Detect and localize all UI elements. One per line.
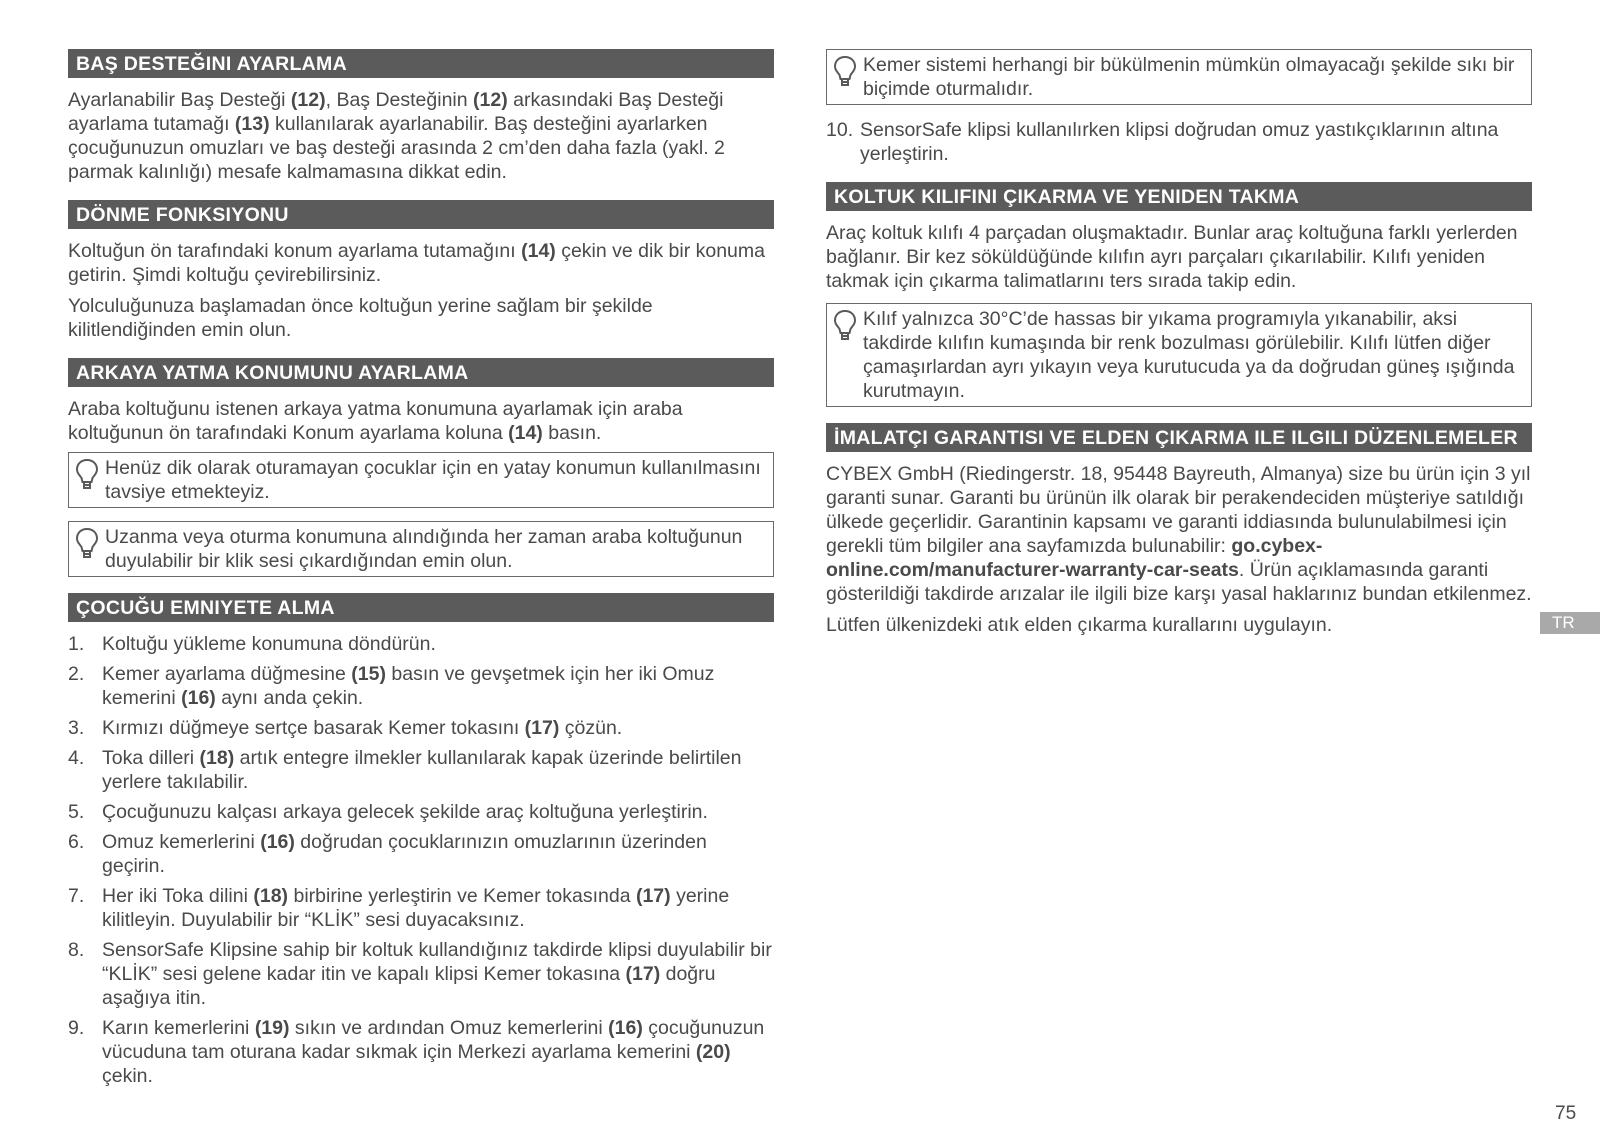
list-item: 9. Karın kemerlerini (19) sıkın ve ardından Omuz kemerlerini (16) çocuğunuzun vücuduna tam oturana kadar sıkmak için Merkezi ayarlama kemerini (20) çekin. (68, 1017, 765, 1087)
lightbulb-icon (75, 527, 99, 561)
section-securing (68, 593, 774, 1088)
steps-list (68, 632, 774, 1088)
note-text: Kılıf yalnızca 30°C’de hassas bir yıkama programıyla yıkanabilir, aksi takdirde kılıfın kumaşında bir renk bozulması görülebilir. Kılıfı lütfen diğer çamaşırlardan ayrı yıkayın veya kurutucuda ya da doğrudan güneş ışığında kurutmayın. (863, 308, 1515, 402)
page-number: 75 (1555, 1103, 1577, 1124)
paragraph: Araç koltuk kılıfı 4 parçadan oluşmaktadır. Bunlar araç koltuğuna farklı yerlerden bağlanır. Bir kez söküldüğünde kılıfın ayrı parçaları çıkarılabilir. Kılıfı yeniden takmak için çıkarma talimatlarını ters sırada takip edin. (826, 222, 1518, 292)
note-text: Uzanma veya oturma konumuna alındığında her zaman araba koltuğunun duyulabilir bir klik sesi çıkardığından emin olun. (105, 526, 743, 572)
paragraph: CYBEX GmbH (Riedingerstr. 18, 95448 Bayreuth, Almanya) size bu ürün için 3 yıl garanti sunar. Garanti bu ürünün ilk olarak bir perakendeciden müşteriye satıldığı ülkede geçerlidir. Garantinin kapsamı ve garanti iddiasında bulunulabilmesi için gerekli tüm bilgiler ana sayfamızda bulunabilir: go.cybex-online.com/manufacturer-warranty-car-seats. Ürün açıklamasında garanti gösterildiği takdirde arızalar ile ilgili bize karşı yasal haklarınız bundan etkilenmez. (826, 463, 1532, 605)
paragraph: Ayarlanabilir Baş Desteği (12), Baş Desteğinin (12) arkasındaki Baş Desteği ayarlama tutamağı (13) kullanılarak ayarlanabilir. Baş desteğini ayarlarken çocuğunuzun omuzları ve baş desteği arasında 2 cm’den daha fazla (yakl. 2 parmak kalınlığı) mesafe kalmamasına dikkat edin. (68, 89, 725, 183)
warranty-link[interactable]: go.cybex-online.com/manufacturer-warranty-car-seats (826, 535, 1323, 581)
section-heading: ÇOCUĞU EMNIYETE ALMA (68, 593, 774, 622)
section-heading: DÖNME FONKSIYONU (68, 200, 774, 229)
section-heading: BAŞ DESTEĞINI AYARLAMA (68, 49, 774, 78)
note-box (68, 521, 774, 577)
list-item: 3. Kırmızı düğmeye sertçe basarak Kemer tokasını (17) çözün. (68, 717, 623, 739)
right-column (826, 49, 1532, 653)
left-column (68, 49, 774, 1104)
lightbulb-icon (75, 458, 99, 492)
list-item: 5. Çocuğunuzu kalçası arkaya gelecek şekilde araç koltuğuna yerleştirin. (68, 801, 708, 823)
steps-list-continued (826, 118, 1532, 166)
paragraph: Lütfen ülkenizdeki atık elden çıkarma kurallarını uygulayın. (826, 614, 1333, 636)
section-heading: İMALATÇI GARANTISI VE ELDEN ÇIKARMA ILE ILGILI DÜZENLEMELER (826, 423, 1532, 452)
list-item: 1. Koltuğu yükleme konumuna döndürün. (68, 633, 436, 655)
list-item: 4. Toka dilleri (18) artık entegre ilmekler kullanılarak kapak üzerinde belirtilen yerlere takılabilir. (68, 747, 742, 793)
language-tab: TR (1540, 612, 1600, 634)
list-item: 6. Omuz kemerlerini (16) doğrudan çocuklarınızın omuzlarının üzerinden geçirin. (68, 831, 707, 877)
list-item: 2. Kemer ayarlama düğmesine (15) basın ve gevşetmek için her iki Omuz kemerini (16) aynı anda çekin. (68, 663, 715, 709)
paragraph: Koltuğun ön tarafındaki konum ayarlama tutamağını (14) çekin ve dik bir konuma getirin. Şimdi koltuğu çevirebilirsiniz. (68, 240, 765, 286)
section-cover (826, 182, 1532, 407)
lightbulb-icon (833, 309, 857, 343)
list-item: 7. Her iki Toka dilini (18) birbirine yerleştirin ve Kemer tokasında (17) yerine kilitleyin. Duyulabilir bir “KLİK” sesi duyacaksınız. (68, 885, 730, 931)
list-item: 10. SensorSafe klipsi kullanılırken klipsi doğrudan omuz yastıkçıklarının altına yerleştirin. (826, 119, 1499, 165)
paragraph: Yolculuğunuza başlamadan önce koltuğun yerine sağlam bir şekilde kilitlendiğinden emin olun. (68, 295, 653, 341)
section-rotation (68, 200, 774, 342)
section-recline (68, 358, 774, 577)
note-box (68, 452, 774, 508)
section-headrest (68, 49, 774, 184)
paragraph: Araba koltuğunu istenen arkaya yatma konumuna ayarlamak için araba koltuğunun ön tarafındaki Konum ayarlama koluna (14) basın. (68, 398, 683, 444)
section-heading: ARKAYA YATMA KONUMUNU AYARLAMA (68, 358, 774, 387)
section-warranty (826, 423, 1532, 637)
note-text: Henüz dik olarak oturamayan çocuklar için en yatay konumun kullanılmasını tavsiye etmekteyiz. (105, 457, 761, 503)
note-text: Kemer sistemi herhangi bir bükülmenin mümkün olmayacağı şekilde sıkı bir biçimde oturmalıdır. (863, 54, 1515, 100)
lightbulb-icon (833, 55, 857, 89)
list-item: 8. SensorSafe Klipsine sahip bir koltuk kullandığınız takdirde klipsi duyulabilir bir “KLİK” sesi gelene kadar itin ve kapalı klipsi Kemer tokasına (17) doğru aşağıya itin. (68, 939, 772, 1009)
note-box (826, 303, 1532, 407)
section-heading: KOLTUK KILIFINI ÇIKARMA VE YENIDEN TAKMA (826, 182, 1532, 211)
note-box (826, 49, 1532, 105)
